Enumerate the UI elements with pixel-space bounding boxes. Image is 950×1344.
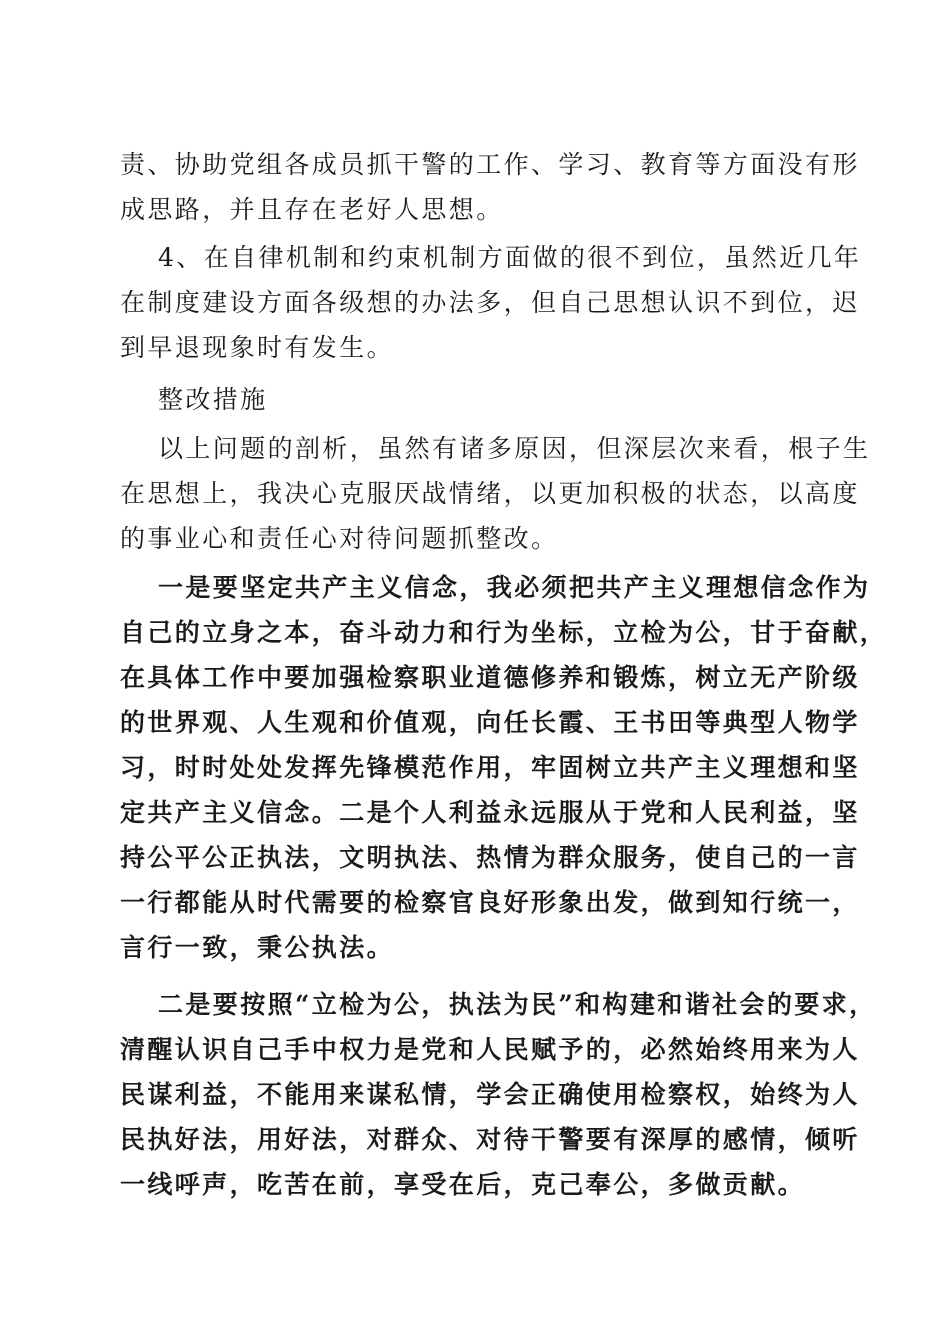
text-line: 一行都能从时代需要的检察官良好形象出发，做到知行统一， [120, 888, 860, 917]
text-line: 民执好法，用好法，对群众、对待干警要有深厚的感情，倾听 [120, 1125, 860, 1154]
text-line: 以上问题的剖析，虽然有诸多原因，但深层次来看，根子生 [158, 434, 871, 463]
text-line: 定共产主义信念。二是个人利益永远服从于党和人民利益，坚 [120, 798, 860, 827]
text-line: 习，时时处处发挥先锋模范作用，牢固树立共产主义理想和坚 [120, 753, 860, 782]
text-line: 的世界观、人生观和价值观，向任长霞、王书田等典型人物学 [120, 708, 860, 737]
text-line: 成思路，并且存在老好人思想。 [120, 195, 504, 224]
text-line: 二是要按照“立检为公，执法为民”和构建和谐社会的要求， [158, 990, 877, 1019]
text-line: 4、在自律机制和约束机制方面做的很不到位，虽然近几年 [158, 243, 862, 272]
text-line: 在具体工作中要加强检察职业道德修养和锻炼，树立无产阶级 [120, 663, 860, 692]
text-line: 一线呼声，吃苦在前，享受在后，克己奉公，多做贡献。 [120, 1170, 806, 1199]
text-line: 责、协助党组各成员抓干警的工作、学习、教育等方面没有形 [120, 150, 860, 179]
text-line: 一是要坚定共产主义信念，我必须把共产主义理想信念作为 [158, 573, 871, 602]
text-line: 到早退现象时有发生。 [120, 333, 395, 362]
text-line: 持公平公正执法，文明执法、热情为群众服务，使自己的一言 [120, 843, 860, 872]
text-line: 在制度建设方面各级想的办法多，但自己思想认识不到位，迟 [120, 288, 860, 317]
text-line: 在思想上，我决心克服厌战情绪，以更加积极的状态，以高度 [120, 479, 860, 508]
document-body [120, 142, 888, 1207]
text-line: 的事业心和责任心对待问题抓整改。 [120, 524, 559, 553]
text-line: 清醒认识自己手中权力是党和人民赋予的，必然始终用来为人 [120, 1035, 860, 1064]
section-heading: 整改措施 [158, 385, 268, 414]
text-line: 自己的立身之本，奋斗动力和行为坐标，立检为公，甘于奋献， [120, 618, 888, 647]
text-line: 言行一致，秉公执法。 [120, 933, 395, 962]
text-line: 民谋利益，不能用来谋私情，学会正确使用检察权，始终为人 [120, 1080, 860, 1109]
